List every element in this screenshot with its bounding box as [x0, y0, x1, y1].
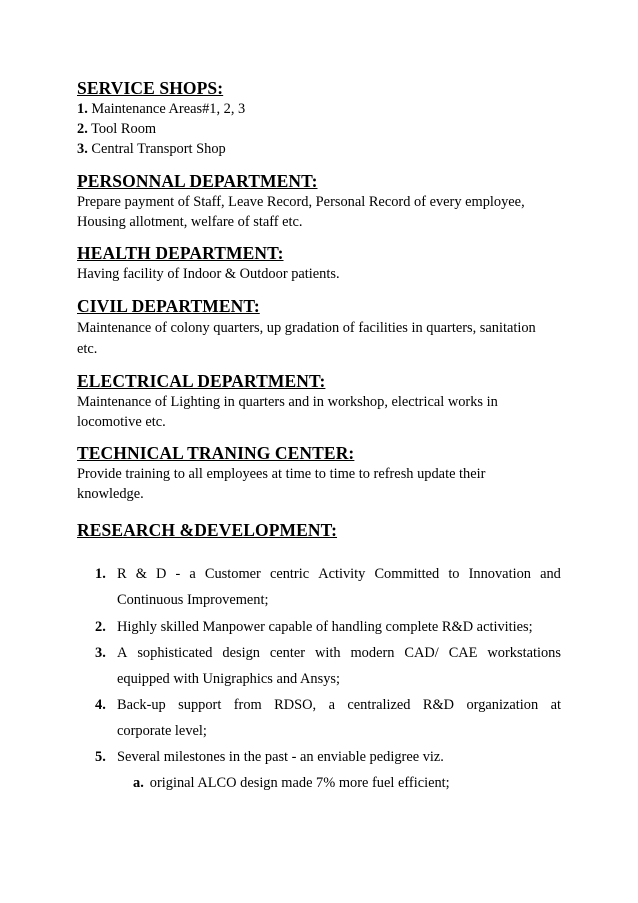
- civil-line: Maintenance of colony quarters, up gradation of facilities in quarters, sanitation: [77, 320, 536, 336]
- electrical-line: Maintenance of Lighting in quarters and in workshop, electrical works in: [77, 394, 498, 410]
- word: a: [328, 697, 335, 713]
- health-department-heading: HEALTH DEPARTMENT:: [77, 243, 284, 263]
- personnal-department-heading: PERSONNAL DEPARTMENT:: [77, 171, 318, 191]
- technical-training-heading: TECHNICAL TRANING CENTER:: [77, 443, 355, 463]
- item-number: 1.: [77, 101, 88, 117]
- word: centralized: [347, 697, 411, 713]
- rd-item-number: 3.: [95, 645, 106, 661]
- word: centric: [269, 566, 310, 582]
- rd-item-number: 2.: [95, 619, 106, 635]
- word: Customer: [204, 566, 261, 582]
- research-development-heading: RESEARCH &DEVELOPMENT:: [77, 520, 338, 540]
- word: from: [233, 697, 262, 713]
- technical-line: Provide training to all employees at time to time to refresh update their: [77, 466, 486, 482]
- service-shops-heading: SERVICE SHOPS:: [77, 78, 224, 98]
- word: with: [314, 645, 341, 661]
- word: Committed: [374, 566, 440, 582]
- word: -: [175, 566, 181, 582]
- personnal-line: Housing allotment, welfare of staff etc.: [77, 214, 303, 230]
- word: Activity: [318, 566, 366, 582]
- word: &: [135, 566, 147, 582]
- electrical-line: locomotive etc.: [77, 414, 166, 430]
- rd-item-number: 5.: [95, 749, 106, 765]
- civil-department-heading: CIVIL DEPARTMENT:: [77, 296, 260, 316]
- word: to: [448, 566, 460, 582]
- rd-item-line1: Highly skilled Manpower capable of handling complete R&D activities;: [117, 619, 533, 635]
- health-line: Having facility of Indoor & Outdoor patients.: [77, 266, 340, 282]
- word: organization: [466, 697, 539, 713]
- item-number: 3.: [77, 141, 88, 157]
- rd-item-line2: Continuous Improvement;: [117, 592, 269, 608]
- word: a: [189, 566, 196, 582]
- word: design: [222, 645, 260, 661]
- rd-item-line1: [117, 645, 561, 662]
- word: A: [117, 645, 128, 661]
- word: Back-up: [117, 697, 166, 713]
- word: modern: [350, 645, 395, 661]
- word: at: [550, 697, 561, 713]
- rd-item-line2: corporate level;: [117, 723, 207, 739]
- service-shop-item: [77, 101, 245, 118]
- rd-sub-item: [133, 775, 450, 792]
- rd-item-line1: Several milestones in the past - an enviable pedigree viz.: [117, 749, 444, 765]
- rd-item-number: 4.: [95, 697, 106, 713]
- sub-item-letter: a.: [133, 775, 144, 791]
- word: Innovation: [468, 566, 531, 582]
- word: sophisticated: [137, 645, 213, 661]
- rd-item-number: 1.: [95, 566, 106, 582]
- civil-line: etc.: [77, 341, 98, 357]
- word: R&D: [422, 697, 455, 713]
- item-text: Tool Room: [87, 121, 157, 137]
- service-shop-item: [77, 141, 226, 158]
- sub-item-text: original ALCO design made 7% more fuel efficient;: [149, 775, 450, 791]
- word: and: [540, 566, 561, 582]
- personnal-line: Prepare payment of Staff, Leave Record, Personal Record of every employee,: [77, 194, 525, 210]
- rd-item-line1: [117, 566, 561, 583]
- word: CAD/: [404, 645, 439, 661]
- word: center: [269, 645, 306, 661]
- word: D: [156, 566, 167, 582]
- rd-item-line2: equipped with Unigraphics and Ansys;: [117, 671, 341, 687]
- technical-line: knowledge.: [77, 486, 144, 502]
- word: RDSO,: [274, 697, 317, 713]
- word: R: [117, 566, 127, 582]
- item-text: Maintenance Areas#1, 2, 3: [87, 101, 246, 117]
- word: CAE: [448, 645, 478, 661]
- word: workstations: [487, 645, 561, 661]
- item-number: 2.: [77, 121, 88, 137]
- electrical-department-heading: ELECTRICAL DEPARTMENT:: [77, 371, 326, 391]
- service-shop-item: [77, 121, 156, 138]
- word: support: [178, 697, 222, 713]
- rd-item-line1: [117, 697, 561, 714]
- item-text: Central Transport Shop: [87, 141, 226, 157]
